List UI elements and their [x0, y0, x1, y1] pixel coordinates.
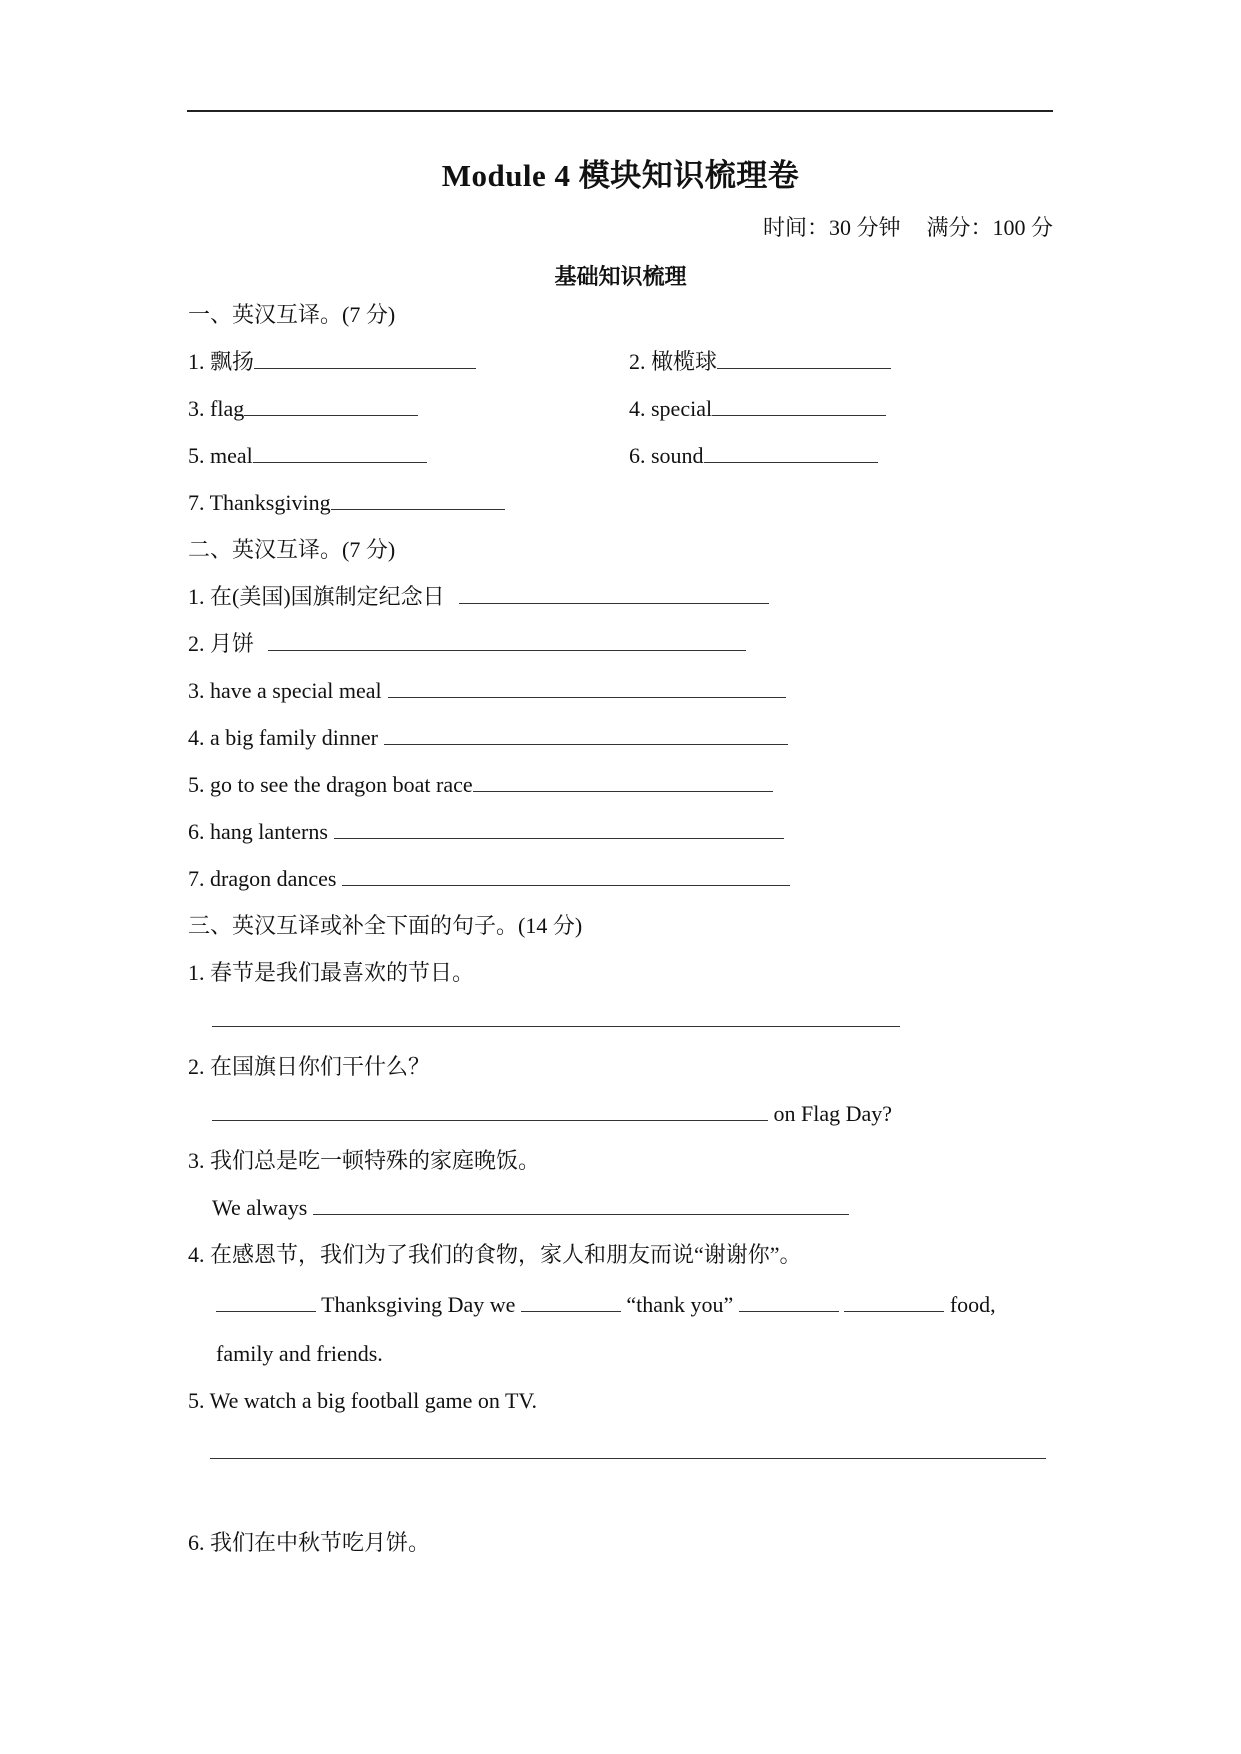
s1-item-3 — [188, 394, 418, 424]
answer-blank[interactable] — [210, 1438, 1046, 1459]
s3-q3-answer — [212, 1193, 849, 1223]
answer-blank[interactable] — [717, 348, 891, 369]
answer-blank[interactable] — [313, 1194, 849, 1215]
s3-q3: 3. 我们总是吃一顿特殊的家庭晚饭。 — [188, 1148, 541, 1173]
answer-blank[interactable] — [739, 1291, 839, 1312]
exam-meta — [763, 211, 1053, 242]
section-subtitle: 基础知识梳理 — [554, 264, 687, 289]
s3-q5: 5. We watch a big football game on TV. — [188, 1388, 537, 1413]
s3-q5-answer — [210, 1437, 1046, 1467]
section1-heading: 一、英汉互译。(7 分) — [188, 302, 396, 327]
answer-blank[interactable] — [254, 348, 476, 369]
answer-blank[interactable] — [704, 442, 878, 463]
s2-item-3-text: 3. have a special meal — [188, 678, 382, 703]
s3-q4-text-a: Thanksgiving Day we — [321, 1292, 516, 1317]
s1-item-5-text: 5. meal — [188, 443, 253, 468]
s1-item-4 — [629, 394, 886, 424]
answer-blank[interactable] — [844, 1291, 944, 1312]
s2-item-3 — [188, 676, 786, 706]
s3-q2-tail: on Flag Day? — [773, 1101, 893, 1126]
top-rule — [187, 110, 1053, 112]
s2-item-1 — [188, 582, 769, 612]
s2-item-7 — [188, 864, 790, 894]
s3-q4-continuation: family and friends. — [216, 1341, 383, 1366]
answer-blank[interactable] — [212, 1100, 768, 1121]
s2-item-6-text: 6. hang lanterns — [188, 819, 328, 844]
s2-item-7-text: 7. dragon dances — [188, 866, 337, 891]
answer-blank[interactable] — [334, 818, 784, 839]
s1-item-1 — [188, 347, 476, 377]
s1-item-6 — [629, 441, 878, 471]
answer-blank[interactable] — [216, 1291, 316, 1312]
answer-blank[interactable] — [212, 1006, 900, 1027]
answer-blank[interactable] — [388, 677, 786, 698]
s1-item-6-text: 6. sound — [629, 443, 704, 468]
s2-item-5 — [188, 770, 773, 800]
s2-item-4 — [188, 723, 788, 753]
s1-item-3-text: 3. flag — [188, 396, 245, 421]
answer-blank[interactable] — [712, 395, 886, 416]
s3-q1-answer — [212, 1005, 900, 1035]
s1-item-7-text: 7. Thanksgiving — [188, 490, 331, 515]
s3-q4-text-b: “thank you” — [626, 1292, 734, 1317]
answer-blank[interactable] — [331, 489, 505, 510]
answer-blank[interactable] — [342, 865, 790, 886]
s1-item-7 — [188, 488, 505, 518]
s1-item-4-text: 4. special — [629, 396, 713, 421]
full-score: 满分：100 分 — [926, 215, 1053, 240]
s2-item-2-text: 2. 月饼 — [188, 631, 255, 656]
section3-heading: 三、英汉互译或补全下面的句子。(14 分) — [188, 913, 583, 938]
s3-q6: 6. 我们在中秋节吃月饼。 — [188, 1530, 431, 1555]
answer-blank[interactable] — [384, 724, 788, 745]
answer-blank[interactable] — [253, 442, 427, 463]
s3-q2: 2. 在国旗日你们干什么？ — [188, 1054, 431, 1079]
time-limit: 时间：30 分钟 — [762, 215, 901, 240]
answer-blank[interactable] — [473, 771, 773, 792]
s3-q3-lead: We always — [212, 1195, 308, 1220]
s3-q4-answer — [216, 1290, 996, 1320]
s3-q4-text-c: food, — [949, 1292, 996, 1317]
section2-heading: 二、英汉互译。(7 分) — [188, 537, 396, 562]
answer-blank[interactable] — [521, 1291, 621, 1312]
s1-item-2 — [629, 347, 891, 377]
s2-item-4-text: 4. a big family dinner — [188, 725, 379, 750]
s2-item-6 — [188, 817, 784, 847]
s2-item-1-text: 1. 在(美国)国旗制定纪念日 — [188, 584, 445, 609]
s2-item-5-text: 5. go to see the dragon boat race — [188, 772, 473, 797]
answer-blank[interactable] — [459, 583, 769, 604]
s2-item-2 — [188, 629, 746, 659]
page-title: Module 4 模块知识梳理卷 — [441, 158, 800, 193]
s3-q4: 4. 在感恩节，我们为了我们的食物，家人和朋友而说“谢谢你”。 — [188, 1242, 802, 1267]
s3-q2-answer — [212, 1099, 892, 1129]
s1-item-2-text: 2. 橄榄球 — [629, 349, 718, 374]
s3-q1: 1. 春节是我们最喜欢的节日。 — [188, 960, 475, 985]
answer-blank[interactable] — [244, 395, 418, 416]
s1-item-5 — [188, 441, 427, 471]
answer-blank[interactable] — [268, 630, 746, 651]
s1-item-1-text: 1. 飘扬 — [188, 349, 255, 374]
